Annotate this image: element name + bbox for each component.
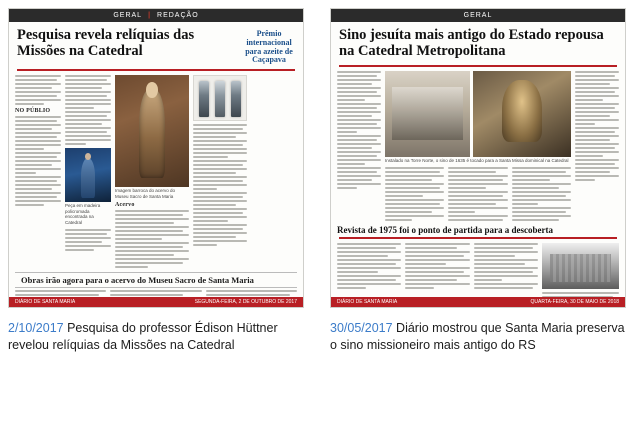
caption-right-date: 30/05/2017	[330, 321, 393, 335]
masthead-separator: |	[148, 12, 152, 19]
photo-church-interior	[385, 71, 470, 157]
body-subhead-2: Acervo	[115, 202, 135, 209]
photo-caption-1: Imagem barroca do acervo do Museu Sacro de Santa Maria	[115, 188, 176, 199]
footer-brand-right: DIÁRIO DE SANTA MARIA	[337, 299, 398, 305]
photo-archive-bw	[542, 243, 619, 289]
section-subhead-right: Revista de 1975 foi o ponto de partida para a descoberta	[337, 224, 553, 235]
masthead-section-right: GERAL	[463, 12, 493, 19]
photo-statue	[115, 75, 189, 187]
page-headline-left: Pesquisa revela relíquias das Missões na Catedral	[17, 27, 195, 59]
promo-title: Prêmio internacional para azeite de Caçapava	[245, 29, 293, 65]
can-2	[215, 81, 225, 117]
photo-bell	[473, 71, 571, 157]
body-column-r2	[385, 167, 444, 223]
body-column-r4	[512, 167, 571, 223]
ad-column	[193, 75, 247, 270]
photo-caption-2: Peça em madeira policromada encontrada na Catedral	[65, 203, 101, 226]
body-column-r3	[448, 167, 507, 223]
masthead-subsection: REDAÇÃO	[157, 12, 199, 19]
photo-column	[115, 75, 189, 270]
photo-caption-right: Instalado na Torre Norte, o sino de 1635 é tocado para a Santa Missa dominical na Catedral	[385, 158, 569, 164]
body-column-2	[65, 75, 111, 270]
masthead-left	[9, 9, 303, 22]
page-headline-right: Sino jesuíta mais antigo do Estado repousa na Catedral Metropolitana	[339, 27, 604, 59]
photo-area-right	[385, 71, 571, 223]
promo-block	[241, 22, 303, 65]
newspaper-page-right	[330, 8, 626, 308]
masthead-right	[331, 9, 625, 22]
can-1	[199, 81, 209, 117]
body-column-r1	[337, 71, 381, 223]
body-subhead-1: NO PÚBLIO	[15, 108, 51, 115]
caption-left-date: 2/10/2017	[8, 321, 64, 335]
caption-left-text: Pesquisa do professor Édison Hüttner revelou relíquias da Missões na Catedral	[8, 321, 278, 352]
caption-right	[330, 320, 626, 353]
headline-block-right	[331, 22, 625, 61]
body-column-1	[15, 75, 61, 270]
caption-right-text: Diário mostrou que Santa Maria preserva o sino missioneiro mais antigo do RS	[330, 321, 625, 352]
photo-oil-cans	[193, 75, 247, 121]
body-column-r5	[575, 71, 619, 223]
footer-date-left: SEGUNDA-FEIRA, 2 DE OUTUBRO DE 2017	[194, 299, 297, 305]
footer-brand-left: DIÁRIO DE SANTA MARIA	[15, 299, 76, 305]
headline-block-left	[9, 22, 241, 61]
masthead-section: GERAL	[113, 12, 143, 19]
caption-left	[8, 320, 304, 353]
page-banner-left: Obras irão agora para o acervo do Museu Sacro de Santa Maria	[15, 272, 297, 288]
newspaper-page-left	[8, 8, 304, 308]
can-3	[231, 81, 241, 117]
footer-bar-left	[9, 297, 303, 307]
footer-date-right: QUARTA-FEIRA, 30 DE MAIO DE 2018	[530, 299, 619, 305]
footer-bar-right	[331, 297, 625, 307]
photo-blue-figure	[65, 148, 111, 202]
